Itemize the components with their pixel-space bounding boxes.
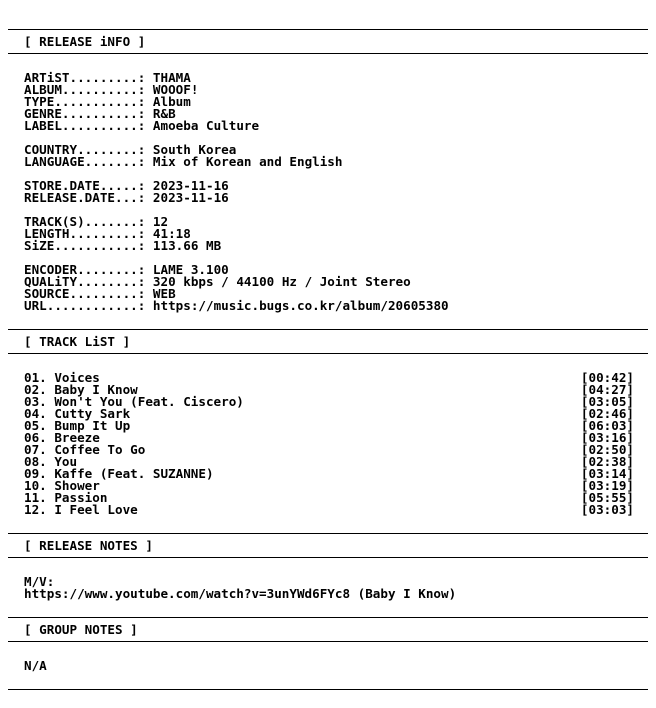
divider: [8, 689, 648, 690]
divider: [8, 617, 648, 618]
info-label: SOURCE.........:: [24, 286, 146, 301]
track-duration: [05:55]: [580, 490, 634, 505]
track-title: 12. I Feel Love: [24, 502, 138, 517]
info-value: 320 kbps / 44100 Hz / Joint Stereo: [152, 274, 411, 289]
mv-label: M/V:: [24, 574, 55, 589]
track-list: [24, 372, 634, 516]
release-notes-block: [24, 576, 634, 600]
track-duration: [02:38]: [580, 454, 634, 469]
track-title: 10. Shower: [24, 478, 100, 493]
info-label: QUALiTY........:: [24, 274, 146, 289]
info-value: 2023-11-16: [152, 190, 229, 205]
track-row: [24, 420, 634, 432]
track-title: 04. Cutty Sark: [24, 406, 131, 421]
info-row-language: [24, 156, 634, 168]
section-header-release-notes: [ RELEASE NOTES ]: [24, 538, 153, 553]
info-value: https://music.bugs.co.kr/album/20605380: [152, 298, 449, 313]
info-label: LANGUAGE.......:: [24, 154, 146, 169]
info-label: URL............:: [24, 298, 146, 313]
track-duration: [03:16]: [580, 430, 634, 445]
info-label: RELEASE.DATE...:: [24, 190, 146, 205]
info-label: STORE.DATE.....:: [24, 178, 146, 193]
track-duration: [03:05]: [580, 394, 634, 409]
info-value: LAME 3.100: [152, 262, 229, 277]
track-duration: [03:19]: [580, 478, 634, 493]
info-value: THAMA: [152, 70, 191, 85]
divider: [8, 557, 648, 558]
divider: [8, 329, 648, 330]
divider: [8, 53, 648, 54]
track-duration: [02:50]: [580, 442, 634, 457]
track-title: 05. Bump It Up: [24, 418, 131, 433]
info-value: 2023-11-16: [152, 178, 229, 193]
track-row: [24, 444, 634, 456]
info-row-url: [24, 300, 634, 312]
track-row: [24, 480, 634, 492]
release-info-block: [24, 72, 634, 312]
section-header-track-list: [ TRACK LiST ]: [24, 334, 131, 349]
group-notes-block: [24, 660, 634, 672]
track-title: 07. Coffee To Go: [24, 442, 146, 457]
track-title: 08. You: [24, 454, 78, 469]
track-duration: [00:42]: [580, 370, 634, 385]
track-row: [24, 468, 634, 480]
info-value: Album: [152, 94, 191, 109]
info-value: South Korea: [152, 142, 237, 157]
track-duration: [04:27]: [580, 382, 634, 397]
info-label: GENRE..........:: [24, 106, 146, 121]
section-header-release-info: [ RELEASE iNFO ]: [24, 34, 146, 49]
info-label: SiZE...........:: [24, 238, 146, 253]
info-label: TYPE...........:: [24, 94, 146, 109]
divider: [8, 533, 648, 534]
info-value: WEB: [152, 286, 176, 301]
info-value: 41:18: [152, 226, 191, 241]
info-value: 12: [152, 214, 169, 229]
track-title: 09. Kaffe (Feat. SUZANNE): [24, 466, 214, 481]
track-title: 11. Passion: [24, 490, 108, 505]
info-value: WOOOF!: [152, 82, 199, 97]
info-value: 113.66 MB: [152, 238, 222, 253]
info-label: COUNTRY........:: [24, 142, 146, 157]
group-notes-text: N/A: [24, 658, 47, 673]
divider: [8, 641, 648, 642]
track-duration: [06:03]: [580, 418, 634, 433]
divider: [8, 353, 648, 354]
info-value: R&B: [152, 106, 176, 121]
track-title: 03. Won't You (Feat. Ciscero): [24, 394, 244, 409]
divider: [8, 29, 648, 30]
info-row-size: [24, 240, 634, 252]
mv-link: https://www.youtube.com/watch?v=3unYWd6FYc8 (Baby I Know): [24, 586, 457, 601]
track-title: 06. Breeze: [24, 430, 100, 445]
track-row: [24, 504, 634, 516]
track-title: 02. Baby I Know: [24, 382, 138, 397]
section-header-group-notes: [ GROUP NOTES ]: [24, 622, 138, 637]
info-value: Mix of Korean and English: [152, 154, 343, 169]
info-label: LENGTH.........:: [24, 226, 146, 241]
track-title: 01. Voices: [24, 370, 100, 385]
track-duration: [02:46]: [580, 406, 634, 421]
info-label: LABEL..........:: [24, 118, 146, 133]
info-label: ENCODER........:: [24, 262, 146, 277]
info-label: TRACK(S).......:: [24, 214, 146, 229]
track-duration: [03:14]: [580, 466, 634, 481]
info-row-release-date: [24, 192, 634, 204]
info-label: ALBUM..........:: [24, 82, 146, 97]
info-value: Amoeba Culture: [152, 118, 260, 133]
info-row-label: [24, 120, 634, 132]
track-duration: [03:03]: [580, 502, 634, 517]
info-label: ARTiST.........:: [24, 70, 146, 85]
